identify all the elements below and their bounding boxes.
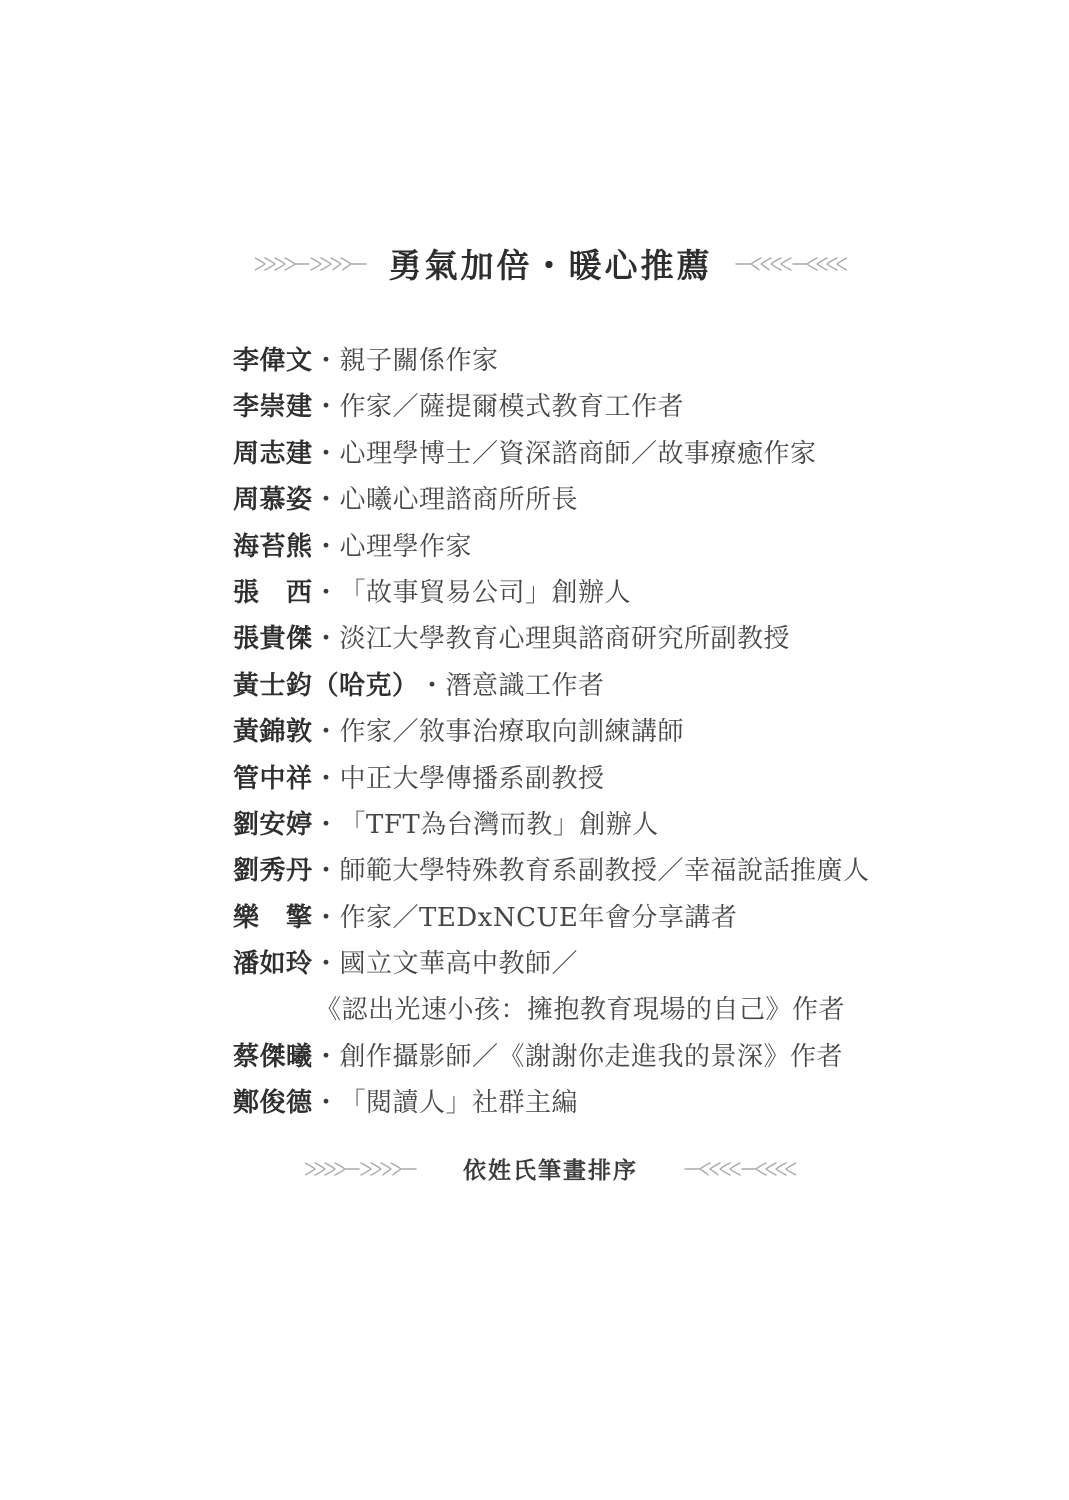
recommender-list	[233, 338, 870, 1127]
name-title-separator: ・	[313, 1088, 340, 1119]
recommender-name: 管中祥	[233, 763, 313, 794]
recommender-name: 劉秀丹	[233, 856, 313, 887]
recommender-title: 《認出光速小孩：擁抱教育現場的自己》作者	[315, 995, 846, 1026]
name-title-separator: ・	[313, 717, 340, 748]
recommender-title: 創作攝影師／《謝謝你走進我的景深》作者	[339, 1041, 844, 1072]
recommender-row	[233, 802, 870, 848]
recommender-row	[233, 709, 870, 755]
section-title-row	[16, 240, 1069, 287]
recommender-title: 作家／薩提爾模式教育工作者	[339, 392, 685, 423]
recommender-title: 「故事貿易公司」創辦人	[339, 577, 632, 608]
name-title-separator: ・	[313, 485, 340, 516]
footer-note-row	[16, 1152, 1069, 1185]
recommender-name: 李偉文	[233, 346, 313, 376]
laurel-sprig-left-icon	[305, 1160, 417, 1178]
name-title-separator: ・	[313, 763, 340, 794]
page-title: 勇氣加倍・暖心推薦	[388, 246, 713, 285]
recommender-name: 樂 擎	[233, 902, 313, 933]
name-title-separator: ・	[313, 438, 340, 469]
recommender-name: 黃士鈞（哈克）	[233, 670, 419, 701]
recommender-row	[233, 848, 870, 894]
recommender-title: 心理學作家	[339, 531, 473, 562]
recommender-title: 淡江大學教育心理與諮商研究所副教授	[339, 624, 791, 655]
laurel-sprig-left-icon	[255, 255, 367, 273]
recommender-name: 潘如玲	[233, 949, 313, 980]
recommender-name: 張 西	[233, 577, 313, 608]
name-title-separator: ・	[313, 577, 340, 608]
recommender-title: 師範大學特殊教育系副教授／幸福說話推廣人	[339, 856, 870, 887]
recommender-name: 劉安婷	[233, 809, 313, 840]
recommender-row	[233, 1034, 870, 1080]
sort-order-note: 依姓氏筆畫排序	[463, 1157, 638, 1184]
recommender-name: 黃錦敦	[233, 717, 313, 748]
name-title-separator: ・	[313, 624, 340, 655]
recommender-row	[233, 895, 870, 941]
recommender-row	[233, 1080, 870, 1126]
recommender-row	[233, 941, 870, 987]
name-title-separator: ・	[313, 949, 340, 980]
recommender-name: 鄭俊德	[233, 1088, 313, 1119]
recommender-row	[233, 431, 870, 477]
recommender-title: 潛意識工作者	[445, 670, 605, 701]
recommender-title: 國立文華高中教師／	[339, 949, 579, 980]
recommender-row	[233, 616, 870, 662]
recommender-row	[233, 663, 870, 709]
recommender-row	[233, 524, 870, 570]
recommender-name: 周志建	[233, 438, 313, 469]
recommender-title: 「TFT為台灣而教」創辦人	[339, 809, 659, 840]
recommender-name: 李崇建	[233, 392, 313, 423]
recommender-title: 心理學博士／資深諮商師／故事療癒作家	[339, 438, 817, 469]
recommender-title: 親子關係作家	[339, 346, 499, 376]
recommender-title: 「閱讀人」社群主編	[339, 1088, 579, 1119]
recommender-row	[233, 338, 870, 384]
name-title-separator: ・	[313, 531, 340, 562]
name-title-separator: ・	[313, 1041, 340, 1072]
name-title-separator: ・	[419, 670, 446, 701]
name-title-separator: ・	[313, 392, 340, 423]
recommender-row	[233, 384, 870, 430]
recommender-name: 蔡傑曦	[233, 1041, 313, 1072]
recommender-name: 海苔熊	[233, 531, 313, 562]
recommender-title: 中正大學傳播系副教授	[339, 763, 605, 794]
name-title-separator: ・	[313, 856, 340, 887]
name-title-separator: ・	[313, 809, 340, 840]
recommender-row	[233, 570, 870, 616]
name-title-separator: ・	[313, 346, 340, 376]
recommender-row	[233, 477, 870, 523]
laurel-sprig-right-icon	[684, 1160, 796, 1178]
recommender-title: 心曦心理諮商所所長	[339, 485, 579, 516]
recommender-title: 作家／敘事治療取向訓練講師	[339, 717, 685, 748]
laurel-sprig-right-icon	[735, 255, 847, 273]
recommender-row	[233, 756, 870, 802]
name-title-separator: ・	[313, 902, 340, 933]
recommender-title-continuation	[233, 987, 870, 1033]
recommender-name: 周慕姿	[233, 485, 313, 516]
recommender-name: 張貴傑	[233, 624, 313, 655]
recommender-title: 作家／TEDxNCUE年會分享講者	[339, 902, 738, 933]
